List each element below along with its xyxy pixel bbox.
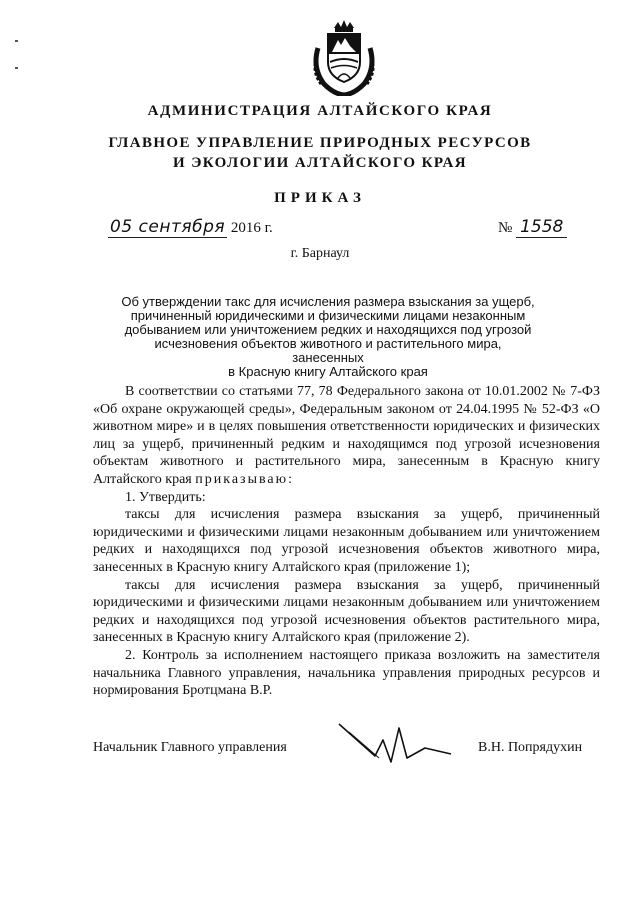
body-paragraph-control: 2. Контроль за исполнением настоящего приказа возложить на заместителя начальника Главного управления, начальника управления природных ресурсов и нормирования Бротцмана В.Р. (93, 647, 600, 699)
scan-speck (15, 67, 18, 69)
subject-line-3: добыванием или уничтожением редких и находящихся под угрозой (124, 322, 532, 337)
subject-line-5: в Красную книгу Алтайского края (228, 364, 428, 379)
department-heading-line-2: И ЭКОЛОГИИ АЛТАЙСКОГО КРАЯ (172, 155, 468, 171)
subject-line-1: Об утверждении такс для исчисления размера взыскания за ущерб, (121, 294, 535, 309)
department-heading-line-1: ГЛАВНОЕ УПРАВЛЕНИЕ ПРИРОДНЫХ РЕСУРСОВ (108, 135, 532, 151)
preamble-text: В соответствии со статьями 77, 78 Федерального закона от 10.01.2002 № 7-ФЗ «Об охране окружающей среды», Федеральным законом от 24.04.1995 № 52-ФЗ «О животном мире» и в целях повышения ответственности юридических и физических лиц за ущерб, причиненный редким и находящимся под угрозой исчезновения объектам животного и растительного мира, занесенным в Красную книгу Алтайского края (93, 384, 600, 487)
number-sign: № (498, 220, 513, 236)
department-heading (0, 133, 640, 173)
body-paragraph-appendix-2: таксы для исчисления размера взыскания за ущерб, причиненный юридическими и физическими лицами незаконным добыванием или уничтожением редких и находящихся под угрозой исчезновения объектов растительного мира, занесенных в Красную книгу Алтайского края (приложение 2). (93, 577, 600, 646)
handwritten-signature (335, 718, 455, 768)
document-type-heading: ПРИКАЗ (274, 190, 366, 206)
administration-heading: АДМИНИСТРАЦИЯ АЛТАЙСКОГО КРАЯ (147, 103, 493, 119)
order-body (93, 383, 600, 700)
body-paragraph-appendix-1: таксы для исчисления размера взыскания за ущерб, причиненный юридическими и физическими лицами незаконным добыванием или уничтожением редких и находящихся под угрозой исчезновения объектов животного мира, занесенных в Красную книгу Алтайского края (приложение 1); (93, 507, 600, 575)
body-paragraph-approve: 1. Утвердить: (125, 489, 206, 505)
subject-line-2: причиненный юридическими и физическими лицами незаконным (130, 308, 526, 323)
signatory-title: Начальник Главного управления (93, 740, 287, 755)
body-paragraph-preamble (93, 383, 600, 489)
order-number (498, 217, 567, 237)
signatory-name: В.Н. Попрядухин (478, 740, 583, 755)
order-date (108, 217, 273, 237)
order-subject (118, 295, 538, 379)
order-year: 2016 г. (230, 220, 273, 236)
handwritten-date: 05 сентября (110, 217, 226, 237)
coat-of-arms-emblem (308, 18, 380, 96)
subject-line-4: исчезновения объектов животного и растительного мира, занесенных (154, 336, 502, 365)
scan-speck (15, 40, 18, 42)
order-verb: приказываю: (195, 471, 294, 487)
handwritten-number: 1558 (516, 217, 567, 238)
city-name: г. Барнаул (290, 246, 350, 261)
